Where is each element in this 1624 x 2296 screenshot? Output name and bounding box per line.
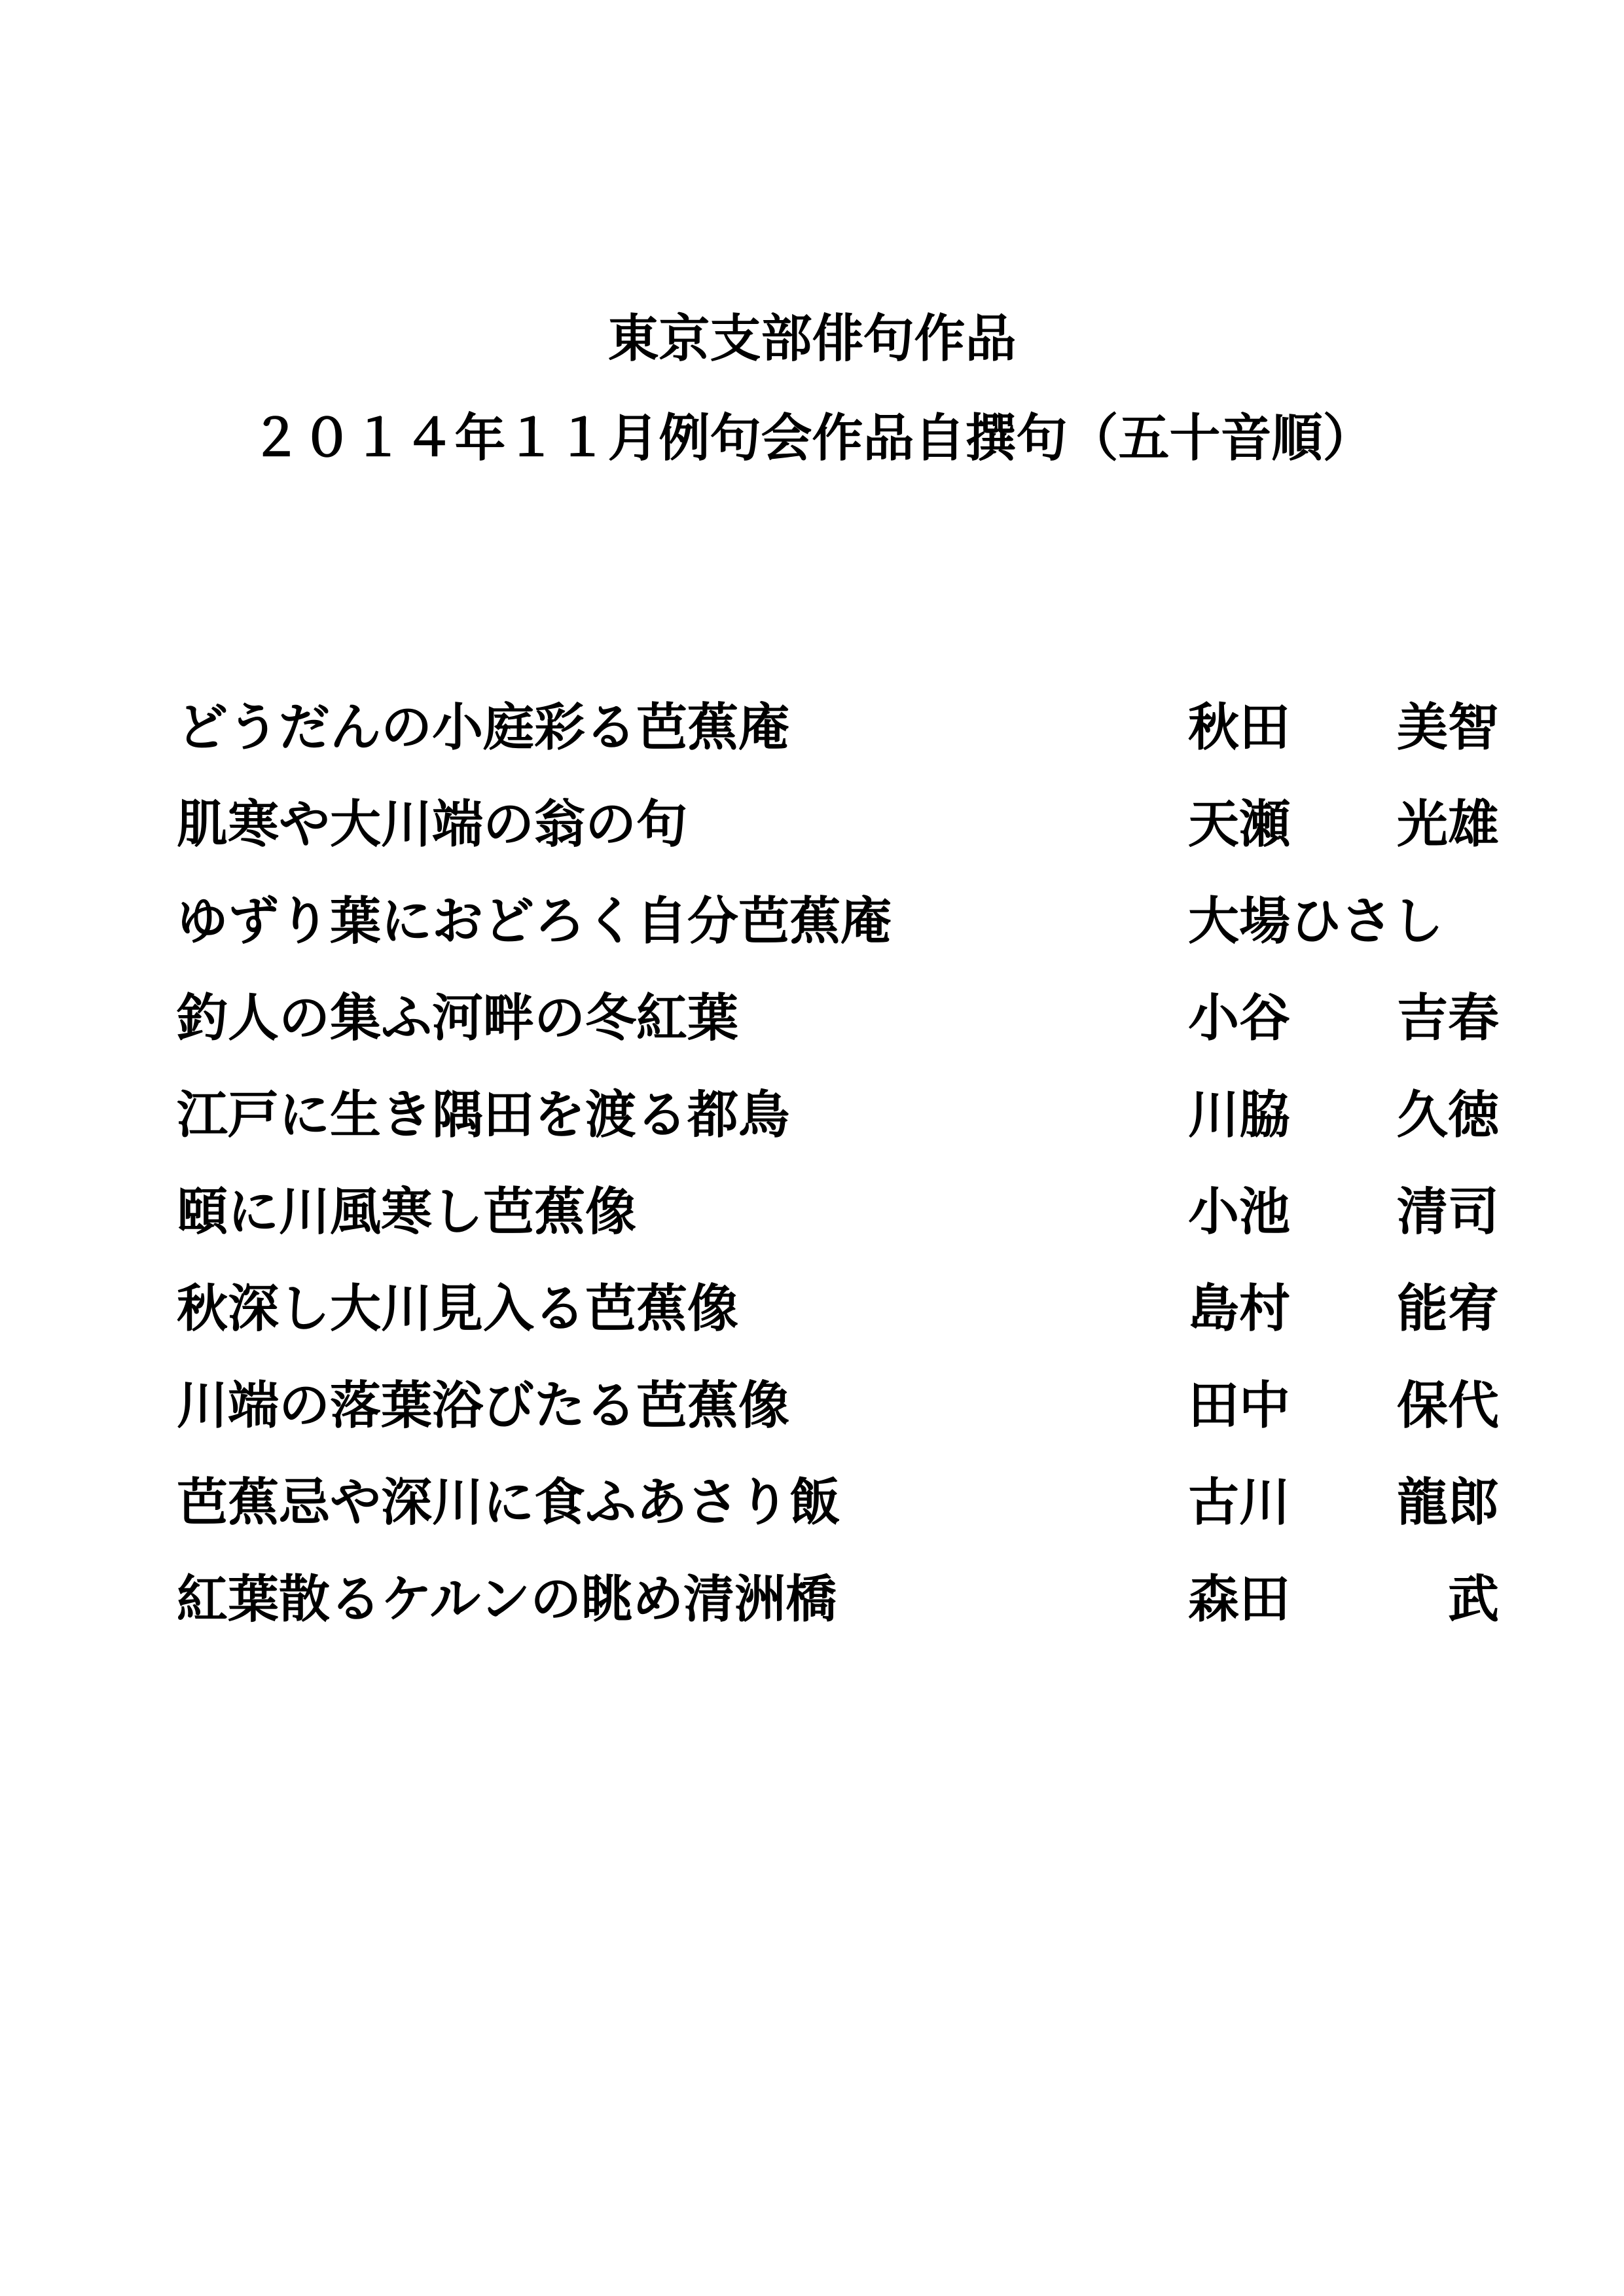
haiku-text: 肌寒や大川端の翁の句 bbox=[177, 795, 688, 854]
haiku-text: 釣人の集ふ河畔の冬紅葉 bbox=[177, 988, 739, 1048]
author-family-name: 川脇 bbox=[1188, 1085, 1291, 1145]
author-family-name: 小谷 bbox=[1188, 988, 1291, 1048]
author-family-name: 田中 bbox=[1188, 1376, 1291, 1435]
haiku-row bbox=[177, 889, 1499, 986]
haiku-row bbox=[177, 695, 1499, 792]
haiku-text: 秋深し大川見入る芭蕉像 bbox=[177, 1279, 739, 1338]
haiku-text: 紅葉散るケルンの眺め清洲橋 bbox=[177, 1570, 837, 1629]
haiku-row bbox=[177, 1276, 1499, 1373]
author-given-name: 久徳 bbox=[1396, 1085, 1499, 1145]
haiku-text: 川端の落葉浴びたる芭蕉像 bbox=[177, 1376, 790, 1435]
author-given-name: 龍郎 bbox=[1396, 1473, 1499, 1532]
haiku-list bbox=[177, 695, 1499, 1664]
haiku-text: どうだんの小庭彩る芭蕉庵 bbox=[177, 698, 790, 757]
author-family-name: 小池 bbox=[1188, 1182, 1291, 1242]
author-given-name: 光雄 bbox=[1396, 795, 1499, 854]
author-given-name: 能宥 bbox=[1396, 1279, 1499, 1338]
author-family-name: 島村 bbox=[1188, 1279, 1291, 1338]
haiku-text: 江戸に生き隅田を渡る都鳥 bbox=[177, 1085, 790, 1145]
haiku-text: ゆずり葉におどろく自分芭蕉庵 bbox=[177, 891, 892, 951]
author-family-name: 天瀬 bbox=[1188, 795, 1291, 854]
haiku-text: 芭蕉忌や深川に食ふあさり飯 bbox=[177, 1473, 841, 1532]
document-subtitle: ２０１４年１１月例句会作品自撰句（五十音順） bbox=[250, 408, 1374, 468]
author-given-name: 武 bbox=[1447, 1570, 1499, 1629]
haiku-row bbox=[177, 986, 1499, 1083]
haiku-row bbox=[177, 1470, 1499, 1567]
haiku-row bbox=[177, 1179, 1499, 1276]
haiku-text: 頤に川風寒し芭蕉像 bbox=[177, 1182, 637, 1242]
document-title: 東京支部俳句作品 bbox=[607, 309, 1017, 368]
haiku-row bbox=[177, 1373, 1499, 1470]
author-family-name: 秋田 bbox=[1188, 698, 1291, 757]
haiku-row bbox=[177, 1083, 1499, 1179]
author-given-name: 美智 bbox=[1396, 698, 1499, 757]
author-given-name: 清司 bbox=[1396, 1182, 1499, 1242]
haiku-row bbox=[177, 1567, 1499, 1664]
author-family-name: 古川 bbox=[1188, 1473, 1291, 1532]
author-given-name: 保代 bbox=[1396, 1376, 1499, 1435]
author-family-name: 大場ひさし bbox=[1188, 891, 1444, 951]
author-given-name: 吉春 bbox=[1396, 988, 1499, 1048]
haiku-row bbox=[177, 792, 1499, 889]
author-family-name: 森田 bbox=[1188, 1570, 1291, 1629]
